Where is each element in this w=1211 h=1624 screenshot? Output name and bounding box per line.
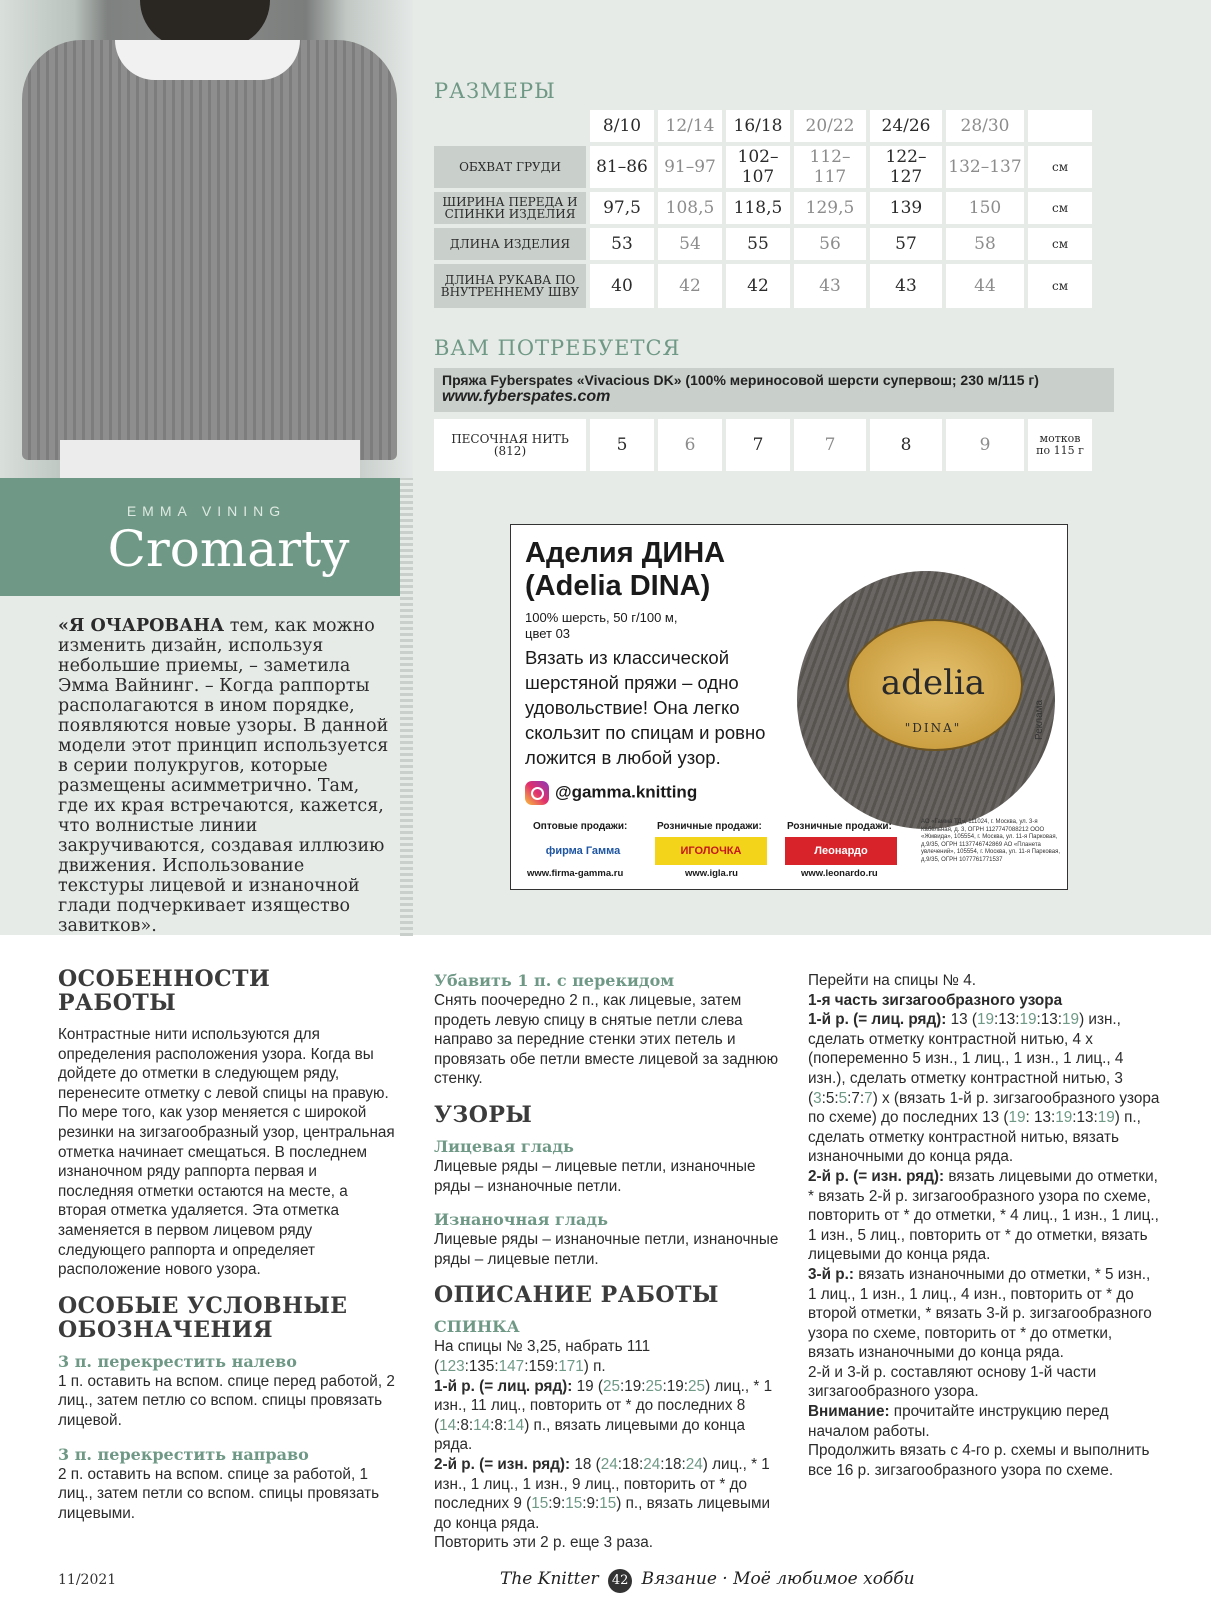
table-row: [434, 264, 1092, 308]
instagram-handle[interactable]: [525, 781, 697, 805]
paragraph: 2 п. оставить на вспом. спице за работой, 1 лиц., затем петли со вспом. спицы провязать лицевыми.: [58, 1465, 380, 1522]
unit-cell: см: [1028, 146, 1092, 188]
cell: 81–86: [590, 146, 654, 188]
table-row: [434, 192, 1092, 224]
magazine-tagline: Вязание · Моё любимое хобби: [641, 1569, 915, 1589]
table-row: [434, 228, 1092, 260]
instagram-icon: [525, 781, 549, 805]
color-code: (812): [493, 444, 527, 458]
cell: 91–97: [658, 146, 722, 188]
cell: 132–137: [946, 146, 1024, 188]
cell: 129,5: [794, 192, 866, 224]
designer-quote: [58, 616, 393, 936]
cell: 139: [870, 192, 942, 224]
section-heading: УЗОРЫ: [434, 1101, 533, 1128]
yarn-url: www.fyberspates.com: [442, 388, 611, 405]
ad-title-line: Аделия ДИНА: [525, 537, 726, 569]
cell: 42: [658, 264, 722, 308]
ad-text: Вязать из классической шерстяной пряжи – одно удовольствие! Она легко скользит по спицам и ровно ложится в любой узор.: [525, 647, 766, 768]
size-header: 12/14: [658, 110, 722, 142]
magazine-name: The Knitter: [500, 1569, 599, 1589]
cell: 97,5: [590, 192, 654, 224]
row-2-paragraph: 2-й р. (= изн. ряд): вязать лицевыми до отметки, * вязать 2-й р. зигзагообразного узора по схеме, повторить от * до отметки, * 4 лиц., 1 изн., 1 лиц., 1 изн., 5 лиц., повторить от * до отметки, вязать лицевыми до конца ряда.: [808, 1167, 1159, 1264]
row-label: ДЛИНА ИЗДЕЛИЯ: [434, 228, 586, 260]
subheading: Лицевая гладь: [434, 1136, 574, 1156]
cell: 40: [590, 264, 654, 308]
paragraph: Повторить эти 2 р. еще 3 раза.: [434, 1534, 653, 1552]
size-header: 20/22: [794, 110, 866, 142]
subheading: СПИНКА: [434, 1317, 520, 1337]
cell: 112–117: [794, 146, 866, 188]
paragraph: Снять поочередно 2 п., как лицевые, затем продеть левую спицу в снятые петли слева направо за передние стенки этих петель и провязать обе петли вместе лицевой за заднюю стенку.: [434, 992, 779, 1088]
paragraph: 1 п. оставить на вспом. спице перед работой, 2 лиц., затем петлю со вспом. спицы провязать лицевой.: [58, 1372, 395, 1429]
column-1: [58, 963, 396, 1523]
cell: 54: [658, 228, 722, 260]
advertisement[interactable]: [510, 524, 1068, 890]
size-header: 16/18: [726, 110, 790, 142]
cell: 118,5: [726, 192, 790, 224]
ad-sub-line: цвет 03: [525, 626, 571, 641]
sweater-photo: [0, 0, 413, 478]
ad-title: [525, 537, 725, 603]
unit-header: [1028, 110, 1092, 142]
cell: 53: [590, 228, 654, 260]
row-1-paragraph: 1-й р. (= лиц. ряд): 19 (25:19:25:19:25) лиц., * 1 изн., 11 лиц., повторить от * до последних 8 (14:8:14:8:14) п., вязать лицевыми до конца ряда.: [434, 1377, 773, 1454]
column-2: [434, 971, 784, 1553]
sweater: [22, 40, 397, 460]
paragraph: Лицевые ряды – лицевые петли, изнаночные ряды – изнаночные петли.: [434, 1157, 756, 1195]
ad-legal-text: АО «Гамма ТД», 111024, г. Москва, ул. 3-я Кабельная, д. 3, ОГРН 1127747088212 ООО «Жмвида», 105554, г. Москва, ул. 11-я Парковая, д.9/35, ОГРН 1137746742869 АО «Планета увлечений», 105554, г. Москва, ул. 11-я Парковая, д.9/35, ОГРН 1077761771537: [921, 819, 1061, 863]
wholesale-label: Оптовые продажи:: [533, 821, 628, 832]
unit-cell: см: [1028, 192, 1092, 224]
cell: 43: [870, 264, 942, 308]
ad-url[interactable]: www.leonardo.ru: [801, 868, 878, 879]
shirt-hem: [60, 440, 360, 478]
size-header: 24/26: [870, 110, 942, 142]
paragraph: Перейти на спицы № 4.: [808, 972, 976, 989]
subheading: Убавить 1 п. с перекидом: [434, 971, 675, 990]
ad-disclaimer: Реклама: [1034, 699, 1045, 740]
unit-cell: см: [1028, 228, 1092, 260]
quote-lead: «Я ОЧАРОВАНА: [58, 616, 225, 636]
section-heading: ОСОБЕННОСТИ РАБОТЫ: [58, 966, 271, 1016]
ad-url[interactable]: www.igla.ru: [685, 868, 738, 879]
paragraph: Продолжить вязать с 4-го р. схемы и выполнить все 16 р. зигзагообразного узора по схеме.: [808, 1442, 1150, 1479]
igolochka-logo[interactable]: ИГОЛОЧКА: [655, 837, 767, 865]
row-label: ДЛИНА РУКАВА ПО ВНУТРЕННЕМУ ШВУ: [434, 264, 586, 308]
gamma-logo[interactable]: фирма Гамма: [527, 837, 639, 865]
ad-subtitle: [525, 610, 677, 642]
sizes-title: РАЗМЕРЫ: [434, 79, 556, 103]
instagram-text: @gamma.knitting: [555, 782, 698, 802]
empty-cell: [434, 110, 586, 142]
cell: 7: [794, 419, 866, 471]
yarn-name: "DINA": [904, 721, 962, 735]
attention-paragraph: Внимание: прочитайте инструкцию перед началом работы.: [808, 1403, 1109, 1440]
cell: 8: [870, 419, 942, 471]
ad-url[interactable]: www.firma-gamma.ru: [527, 868, 624, 879]
table-row: [434, 419, 1092, 471]
unit-line: мотков: [1039, 432, 1081, 445]
yarn-info: [434, 368, 1114, 412]
shirt-collar: [115, 40, 300, 80]
cell: 150: [946, 192, 1024, 224]
materials-title: ВАМ ПОТРЕБУЕТСЯ: [434, 336, 681, 360]
cell: 55: [726, 228, 790, 260]
unit-cell: см: [1028, 264, 1092, 308]
cell: 9: [946, 419, 1024, 471]
cell: 58: [946, 228, 1024, 260]
cast-on-paragraph: На спицы № 3,25, набрать 111 (123:135:147:159:171) п.: [434, 1338, 651, 1375]
subheading: 1-я часть зигзагообразного узора: [808, 991, 1063, 1009]
unit-line: по 115 г: [1036, 444, 1084, 457]
ad-sub-line: 100% шерсть, 50 г/100 м,: [525, 610, 678, 625]
yarn-color-label: [434, 419, 586, 471]
cell: 42: [726, 264, 790, 308]
section-heading: ОПИСАНИЕ РАБОТЫ: [434, 1282, 719, 1309]
author-name: EMMA VINING: [126, 503, 287, 519]
leonardo-logo[interactable]: Леонардо: [785, 837, 897, 865]
row-3-paragraph: 3-й р.: вязать изнаночными до отметки, * 5 изн., 1 лиц., 1 изн., 1 лиц., 4 изн., повторить от * до второй отметки, * вязать 3-й р. зигзагообразного узора по схеме, повторить от * до отметки, вязать изнаночными до конца ряда.: [808, 1265, 1152, 1362]
issue-date: 11/2021: [58, 1572, 117, 1588]
section-heading: ОСОБЫЕ УСЛОВНЫЕ ОБОЗНАЧЕНИЯ: [58, 1292, 348, 1343]
yarn-description: Пряжа Fyberspates «Vivacious DK» (100% мериносовой шерсти супервош; 230 м/115 г): [442, 372, 1039, 388]
sizes-header-row: [434, 110, 1092, 142]
row-label: ОБХВАТ ГРУДИ: [434, 146, 586, 188]
cell: 122–127: [870, 146, 942, 188]
unit-cell: [1028, 419, 1092, 471]
subheading: Изнаночная гладь: [434, 1210, 608, 1230]
cell: 108,5: [658, 192, 722, 224]
quote-text: тем, как можно изменить дизайн, используя небольшие приемы, – заметила Эмма Вайнинг. – Когда раппорты располагаются в ином порядке, появляются новые узоры. В данной модели этот принцип используется в серии полукругов, которые размещены асимметрично. Там, где их края встречаются, кажется, что волнистые линии закручиваются, создавая иллюзию движения. Использование текстуры лицевой и изнаночной глади подчеркивает изящество завитков».: [58, 616, 389, 936]
cell: 56: [794, 228, 866, 260]
row-2-paragraph: 2-й р. (= изн. ряд): 18 (24:18:24:18:24) лиц., * 1 изн., 1 лиц., 1 изн., 9 лиц., повторить от * до последних 9 (15:9:15:9:15) п., вязать лицевыми до конца ряда.: [434, 1455, 771, 1532]
yarn-brand-logo: adelia: [880, 663, 986, 703]
paragraph: 2-й и 3-й р. составляют основу 1-й части зигзагообразного узора.: [808, 1363, 1097, 1401]
cell: 6: [658, 419, 722, 471]
row-1-paragraph: 1-й р. (= лиц. ряд): 13 (19:13:19:13:19) изн., сделать отметку контрастной нитью, 4 х (попеременно 5 изн., 1 лиц., 1 изн., 1 лиц., 4 изн.), сделать отметку контрастной нитью, 3 (3:5:5:7:7) х (вязать 1-й р. зигзагообразного узора по схеме) до последних 13 (19: 13:19:13:19) п., сделать отметку контрастной нитью, вязать изнаночными до конца ряда.: [808, 1011, 1160, 1166]
table-row: [434, 146, 1092, 188]
size-header: 28/30: [946, 110, 1024, 142]
retail-label: Розничные продажи:: [787, 821, 892, 832]
paragraph: Контрастные нити используются для определения расположения узора. Когда вы дойдете до отметки в следующем ряду, перенесите отметку с левой спицы на правую. По мере того, как узор меняется с широкой резинки на зигзагообразный узор, центральная отметка начинает смещаться. В последнем изнаночном ряду раппорта первая и последняя отметки остаются на месте, а вторая отметка удаляется. Эта отметка заменяется в первом лицевом ряду следующего раппорта и определяет расположение нового узора.: [58, 1026, 395, 1279]
cell: 102–107: [726, 146, 790, 188]
subheading: 3 п. перекрестить направо: [58, 1444, 309, 1464]
row-label: ШИРИНА ПЕРЕДА И СПИНКИ ИЗДЕЛИЯ: [434, 192, 586, 224]
page-number: 42: [608, 1569, 632, 1593]
color-name: ПЕСОЧНАЯ НИТЬ: [451, 432, 569, 446]
column-3: [808, 971, 1160, 1480]
cell: 44: [946, 264, 1024, 308]
cell: 43: [794, 264, 866, 308]
footer-masthead: [500, 1569, 915, 1593]
size-header: 8/10: [590, 110, 654, 142]
cell: 57: [870, 228, 942, 260]
subheading: 3 п. перекрестить налево: [58, 1351, 297, 1371]
retail-label: Розничные продажи:: [657, 821, 762, 832]
paragraph: Лицевые ряды – изнаночные петли, изнаночные ряды – лицевые петли.: [434, 1231, 779, 1268]
yarn-quantity-table: [430, 415, 1096, 475]
cell: 5: [590, 419, 654, 471]
ad-title-line: (Adelia DINA): [525, 570, 711, 602]
sizes-table: [430, 106, 1096, 312]
design-title: Cromarty: [107, 520, 350, 578]
cell: 7: [726, 419, 790, 471]
